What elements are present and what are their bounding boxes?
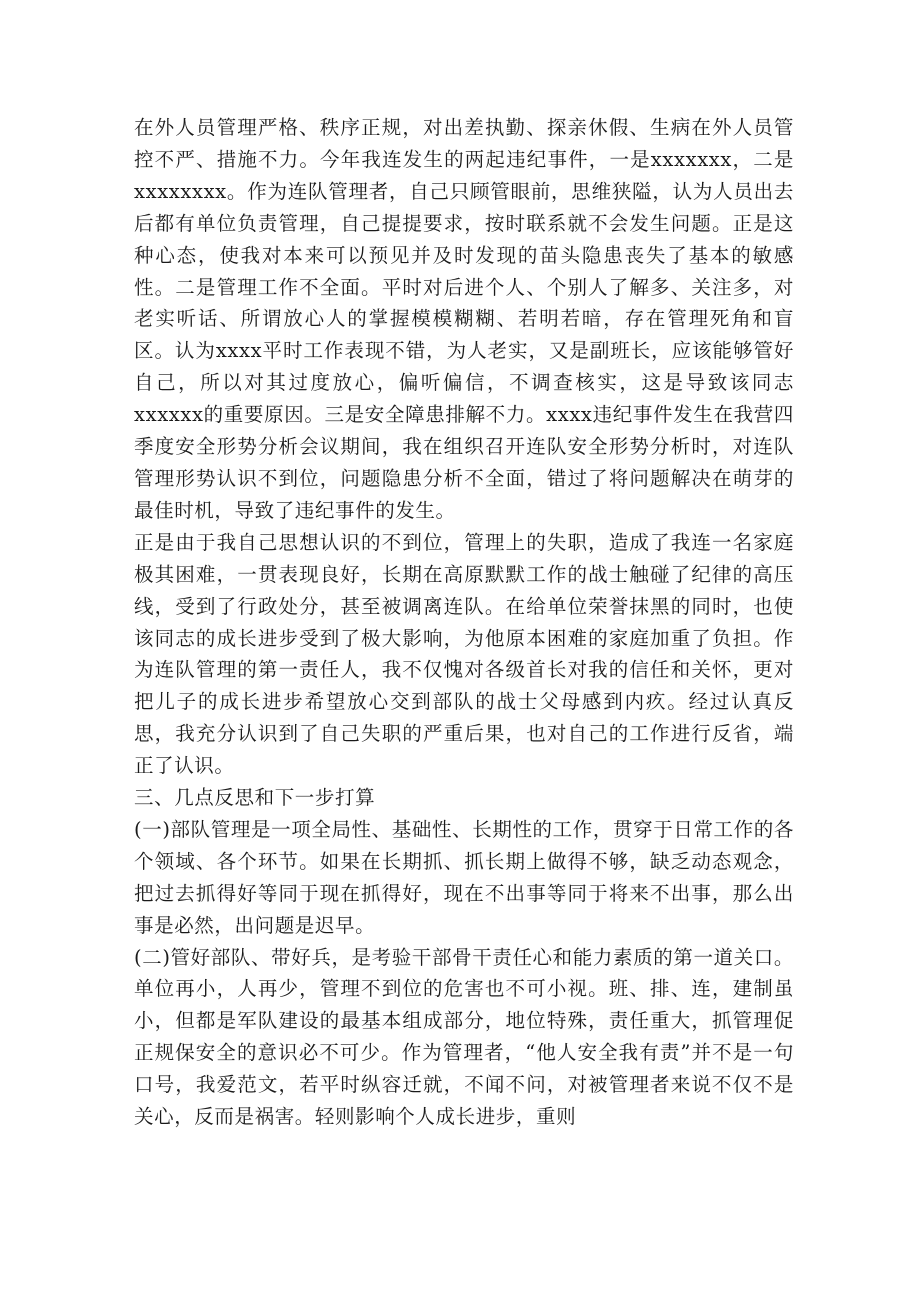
- section-paragraph-1: (一)部队管理是一项全局性、基础性、长期性的工作，贯穿于日常工作的各个领域、各个环节。如果在长期抓、抓长期上做得不够，缺乏动态观念，把过去抓得好等同于现在抓得好，现在不出事等同于将来不出事，那么出事是必然，出问题是迟早。: [134, 817, 794, 937]
- body-paragraph-2: 正是由于我自己思想认识的不到位，管理上的失职，造成了我连一名家庭极其困难，一贯表现良好，长期在高原默默工作的战士触碰了纪律的高压线，受到了行政处分，甚至被调离连队。在给单位荣誉抹黑的同时，也使该同志的成长进步受到了极大影响，为他原本困难的家庭加重了负担。作为连队管理的第一责任人，我不仅愧对各级首长对我的信任和关怀，更对把儿子的成长进步希望放心交到部队的战士父母感到内疚。经过认真反思，我充分认识到了自己失职的严重后果，也对自己的工作进行反省，端正了认识。: [134, 530, 794, 778]
- section-paragraph-2: (二)管好部队、带好兵，是考验干部骨干责任心和能力素质的第一道关口。单位再小，人再少，管理不到位的危害也不可小视。班、排、连，建制虽小，但都是军队建设的最基本组成部分，地位特殊，责任重大，抓管理促正规保安全的意识必不可少。作为管理者，“他人安全我有责”并不是一句口号，我爱范文，若平时纵容迁就，不闻不问，对被管理者来说不仅不是关心，反而是祸害。轻则影响个人成长进步，重则: [134, 945, 794, 1129]
- section-heading: 三、几点反思和下一步打算: [134, 786, 376, 810]
- document-body: [134, 112, 794, 1133]
- body-paragraph-1: 在外人员管理严格、秩序正规，对出差执勤、探亲休假、生病在外人员管控不严、措施不力。今年我连发生的两起违纪事件，一是xxxxxxx，二是xxxxxxxx。作为连队管理者，自己只顾管眼前，思维狭隘，认为人员出去后都有单位负责管理，自己提提要求，按时联系就不会发生问题。正是这种心态，使我对本来可以预见并及时发现的苗头隐患丧失了基本的敏感性。二是管理工作不全面。平时对后进个人、个别人了解多、关注多，对老实听话、所谓放心人的掌握模模糊糊、若明若暗，存在管理死角和盲区。认为xxxx平时工作表现不错，为人老实，又是副班长，应该能够管好自己，所以对其过度放心，偏听偏信，不调查核实，这是导致该同志xxxxxx的重要原因。三是安全障患排解不力。xxxx违纪事件发生在我营四季度安全形势分析会议期间，我在组织召开连队安全形势分析时，对连队管理形势认识不到位，问题隐患分析不全面，错过了将问题解决在萌芽的最佳时机，导致了违纪事件的发生。: [134, 116, 794, 522]
